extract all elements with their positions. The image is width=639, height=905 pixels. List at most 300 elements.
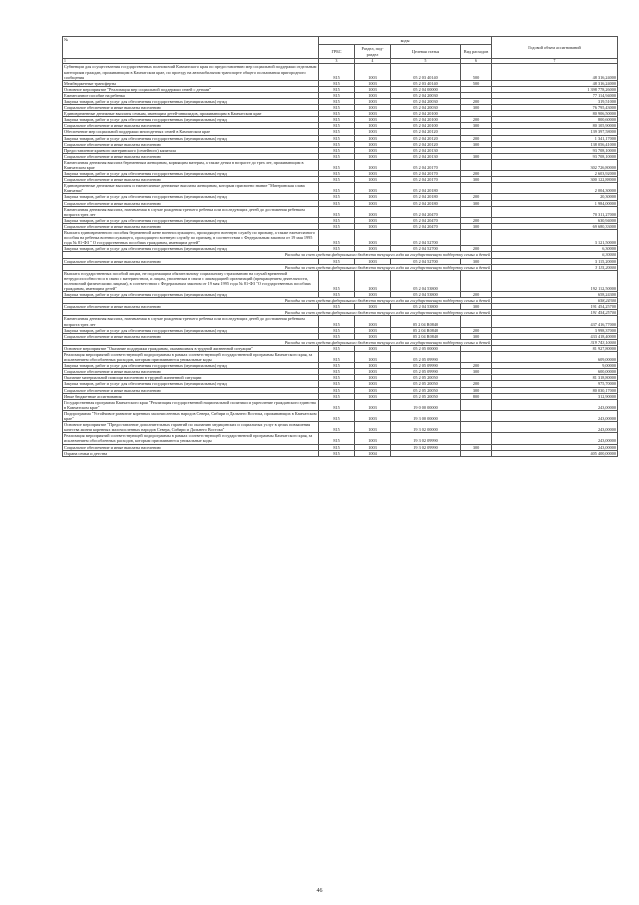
colnum: 6 (461, 59, 492, 64)
row-description: Ежемесячная денежная выплата, назначаемая в случае рождения третьего ребенка или последующих детей до достижения ребенком возраста трех лет (63, 206, 319, 217)
row-razdel: 1003 (355, 316, 391, 327)
row-grbs: 815 (319, 80, 355, 86)
row-description: Основное мероприятие "Оказание поддержки гражданам, оказавшимся в трудной жизненной ситуации" (63, 345, 319, 351)
row-csr: 05 2 04 20120 (391, 141, 461, 147)
row-description: Ежемесячная денежная выплата беременным женщинам, кормящим матерям, а также детям в возрасте до трех лет, проживающим в Камчатском крае (63, 159, 319, 170)
row-grbs: 815 (319, 381, 355, 387)
header-grbs: ГРБС (319, 45, 355, 59)
row-amount: 609,00000 (492, 352, 618, 363)
row-description: Социальное обеспечение и иные выплаты населению (63, 444, 319, 450)
row-vid: 200 (461, 98, 492, 104)
row-vid: 300 (461, 387, 492, 393)
row-vid: 200 (461, 217, 492, 223)
row-description: Охрана семьи и детства (63, 450, 319, 456)
row-razdel: 1003 (355, 98, 391, 104)
row-grbs: 815 (319, 410, 355, 421)
row-csr: 05 2 04 20120 (391, 135, 461, 141)
row-razdel: 1003 (355, 246, 391, 252)
row-razdel: 1003 (355, 141, 391, 147)
row-amount: 9,00000 (492, 363, 618, 369)
row-description: Подпрограмма "Устойчивое развитие коренных малочисленных народов Севера, Сибири и Дальнего Востока, проживающих в Камчатском крае" (64, 410, 317, 422)
row-vid: 300 (461, 153, 492, 159)
budget-table-sheet (62, 36, 617, 457)
header-codes: коды (319, 37, 492, 45)
row-description: Иные бюджетные ассигнования (63, 393, 319, 399)
row-razdel: 1003 (355, 381, 391, 387)
row-razdel: 1003 (355, 153, 391, 159)
row-csr: 05 2 04 20470 (391, 223, 461, 229)
table-row (63, 159, 618, 170)
header-vid: Вид расходов (461, 45, 492, 59)
row-grbs: 815 (319, 270, 355, 291)
row-vid (461, 206, 492, 217)
row-csr: 05 2 04 53800 (391, 304, 461, 310)
row-note-text: Расходы за счет средств федерального бюджета текущего года на государственную поддержку семьи и детей (63, 264, 492, 270)
row-amount: 70 311,27000 (492, 206, 618, 217)
row-description: Закупка товаров, работ и услуг для обеспечения государственных (муниципальных) нужд (63, 194, 319, 200)
row-csr: 05 2 04 20470 (391, 206, 461, 217)
row-amount: 433 418,40000 (492, 333, 618, 339)
table-row (63, 422, 618, 433)
row-amount: 48 316,24000 (492, 64, 618, 80)
row-grbs: 815 (319, 393, 355, 399)
row-amount: 975,70000 (492, 381, 618, 387)
row-description: Закупка товаров, работ и услуг для обеспечения государственных (муниципальных) нужд (63, 246, 319, 252)
row-description: Социальное обеспечение и иные выплаты населению (63, 369, 319, 375)
row-vid (461, 410, 492, 421)
row-description: Предоставление краевого материнского (семейного) капитала (63, 147, 319, 153)
row-amount: 3 998,37000 (492, 327, 618, 333)
row-description: Закупка товаров, работ и услуг для обеспечения государственных (муниципальных) нужд (63, 171, 319, 177)
row-amount: 1 984,00000 (492, 200, 618, 206)
colnum: 3 (319, 59, 355, 64)
row-amount: 69 680,33000 (492, 223, 618, 229)
row-razdel: 1003 (355, 399, 391, 410)
row-csr: 19 0 00 00000 (391, 399, 461, 410)
row-grbs: 815 (319, 194, 355, 200)
row-vid: 300 (461, 333, 492, 339)
row-grbs: 815 (319, 444, 355, 450)
row-description: Ежемесячное пособие на ребенка (63, 92, 319, 98)
row-description: Реализация мероприятий соответствующей подпрограммы в рамках соответствующей государственной программы Камчатского края, за исключением обособленных расходов, которым присваиваются уникальные коды (63, 352, 319, 363)
row-amount: 80 030,17000 (492, 387, 618, 393)
table-row (63, 230, 618, 246)
row-vid (461, 316, 492, 327)
row-csr: 05 2 04 20170 (391, 171, 461, 177)
row-grbs: 815 (319, 129, 355, 135)
row-grbs: 815 (319, 200, 355, 206)
row-amount: 302 726,80000 (492, 159, 618, 170)
row-razdel: 1003 (355, 270, 391, 291)
row-amount: 191 454,25700 (492, 304, 618, 310)
row-vid (461, 159, 492, 170)
row-description: Ежемесячная денежная выплата, назначаемая в случае рождения третьего ребенка или последующих детей до достижения ребенком возраста трех лет (63, 316, 319, 327)
row-csr: 19 3 00 00000 (391, 410, 461, 421)
row-amount: 800,60000 (492, 117, 618, 123)
row-csr: 05 2 04 R0840 (391, 327, 461, 333)
colnum: 4 (355, 59, 391, 64)
row-amount: 300 122,88000 (492, 177, 618, 183)
row-csr: 05 2 05 09990 (391, 369, 461, 375)
row-razdel: 1003 (355, 86, 391, 92)
row-amount: 76 795,43000 (492, 105, 618, 111)
row-grbs: 815 (319, 177, 355, 183)
row-description: Социальное обеспечение и иные выплаты населению (63, 200, 319, 206)
row-razdel: 1003 (355, 387, 391, 393)
row-csr: 05 2 04 20470 (391, 217, 461, 223)
row-amount: 20,30000 (492, 194, 618, 200)
header-csr: Целевая статья (391, 45, 461, 59)
row-csr: 05 2 05 20050 (391, 381, 461, 387)
row-grbs: 815 (319, 159, 355, 170)
row-vid: 300 (461, 258, 492, 264)
row-razdel: 1003 (355, 92, 391, 98)
row-description: Закупка товаров, работ и услуг для обеспечения государственных (муниципальных) нужд (63, 135, 319, 141)
row-description: Закупка товаров, работ и услуг для обеспечения государственных (муниципальных) нужд (63, 117, 319, 123)
row-razdel: 1003 (355, 444, 391, 450)
row-grbs: 815 (319, 333, 355, 339)
row-amount: 1 398 778,26000 (492, 86, 618, 92)
row-grbs: 815 (319, 111, 355, 117)
row-vid: 200 (461, 171, 492, 177)
row-vid: 300 (461, 369, 492, 375)
row-grbs: 815 (319, 86, 355, 92)
header-razdel: Раздел, под-раздел (355, 45, 391, 59)
row-amount: 3 121,50000 (492, 230, 618, 246)
row-vid (461, 270, 492, 291)
row-razdel: 1003 (355, 292, 391, 298)
row-razdel: 1003 (355, 345, 391, 351)
row-description: Социальное обеспечение и иные выплаты населению (63, 333, 319, 339)
row-csr: 05 2 05 20050 (391, 393, 461, 399)
row-amount: 1 341,17000 (492, 135, 618, 141)
row-razdel: 1003 (355, 200, 391, 206)
row-grbs: 815 (319, 105, 355, 111)
row-csr (391, 450, 461, 456)
row-amount: 80 906,50000 (492, 111, 618, 117)
table-row (63, 352, 618, 363)
row-description: Единовременные денежные выплаты семьям, имеющим детей-инвалидов, проживающим в Камчатском крае (63, 111, 319, 117)
row-csr: 05 2 04 20030 (391, 98, 461, 104)
row-amount: 319,51000 (492, 98, 618, 104)
row-razdel: 1003 (355, 194, 391, 200)
row-grbs: 815 (319, 171, 355, 177)
row-vid: 200 (461, 135, 492, 141)
row-vid: 200 (461, 194, 492, 200)
row-description: Социальное обеспечение и иные выплаты населению (63, 387, 319, 393)
row-grbs: 815 (319, 153, 355, 159)
row-amount: 319 743,10000 (492, 339, 618, 345)
row-csr: 05 2 04 20180 (391, 200, 461, 206)
table-row (63, 410, 618, 421)
row-csr: 05 2 04 20030 (391, 105, 461, 111)
row-grbs: 815 (319, 363, 355, 369)
row-razdel: 1003 (355, 105, 391, 111)
row-grbs: 815 (319, 217, 355, 223)
row-vid: 800 (461, 393, 492, 399)
table-header-row-top (63, 37, 618, 45)
budget-table (62, 36, 618, 457)
row-amount: 437 416,77000 (492, 316, 618, 327)
row-csr: 05 2 04 53800 (391, 292, 461, 298)
row-grbs: 815 (319, 369, 355, 375)
row-amount: 6,30000 (492, 246, 618, 252)
row-description: Закупка товаров, работ и услуг для обеспечения государственных (муниципальных) нужд (63, 292, 319, 298)
row-razdel: 1003 (355, 159, 391, 170)
row-grbs: 815 (319, 316, 355, 327)
row-csr: 05 2 04 53800 (391, 270, 461, 291)
row-note-text: Расходы за счет средств федерального бюджета текущего года на государственную поддержку семьи и детей (63, 252, 492, 258)
table-row (63, 206, 618, 217)
row-csr: 05 2 04 20100 (391, 117, 461, 123)
row-grbs: 815 (319, 117, 355, 123)
row-csr: 19 3 02 09990 (391, 433, 461, 444)
row-description: Субвенции для осуществления государственных полномочий Камчатского края по предоставлению мер социальной поддержки отдельным категориям граждан, проживающим в Камчатском крае, по проезду на автомобильном транспорте общего пользования пригородного сообщения (63, 64, 319, 80)
row-csr: 05 2 04 52700 (391, 246, 461, 252)
row-amount: 405 400,00000 (492, 450, 618, 456)
row-grbs: 815 (319, 141, 355, 147)
row-amount: 191 454,25700 (492, 310, 618, 316)
table-row (63, 183, 618, 194)
table-row (63, 316, 618, 327)
page-number: 46 (316, 888, 323, 894)
row-description: Единовременные денежные выплаты и ежемесячные денежные выплаты женщинам, которым присвоено звание "Материнская слава Камчатки" (63, 183, 319, 194)
row-csr: 05 2 04 20100 (391, 111, 461, 117)
row-amount: 6,30000 (492, 252, 618, 258)
row-amount: 243,00000 (492, 399, 618, 410)
row-grbs: 815 (319, 422, 355, 433)
row-vid: 200 (461, 246, 492, 252)
row-description: Социальное обеспечение и иные выплаты населению (63, 153, 319, 159)
row-csr: 05 2 05 20050 (391, 375, 461, 381)
row-csr: 05 2 05 00000 (391, 345, 461, 351)
colnum: 1 (63, 59, 319, 64)
row-grbs: 815 (319, 183, 355, 194)
row-csr: 05 2 04 20120 (391, 129, 461, 135)
row-csr: 05 2 04 20170 (391, 159, 461, 170)
row-amount: 93 708,10000 (492, 147, 618, 153)
row-razdel: 1003 (355, 135, 391, 141)
row-razdel: 1003 (355, 422, 391, 433)
table-row (63, 270, 618, 291)
row-razdel: 1003 (355, 171, 391, 177)
table-row (63, 399, 618, 410)
row-csr: 05 2 03 40140 (391, 80, 461, 86)
row-razdel: 1003 (355, 223, 391, 229)
row-razdel: 1003 (355, 352, 391, 363)
row-grbs: 815 (319, 292, 355, 298)
row-amount: 312,90000 (492, 393, 618, 399)
row-razdel: 1003 (355, 327, 391, 333)
row-grbs: 815 (319, 92, 355, 98)
row-vid: 200 (461, 381, 492, 387)
row-vid: 200 (461, 292, 492, 298)
row-csr: 05 2 03 40140 (391, 64, 461, 80)
row-amount: 2 603,92000 (492, 171, 618, 177)
row-grbs: 815 (319, 98, 355, 104)
row-vid: 200 (461, 327, 492, 333)
row-vid (461, 352, 492, 363)
row-vid: 300 (461, 304, 492, 310)
row-amount: 2 004,30000 (492, 183, 618, 194)
row-razdel: 1003 (355, 333, 391, 339)
row-amount: 243,00000 (492, 433, 618, 444)
row-grbs: 815 (319, 327, 355, 333)
row-grbs: 815 (319, 135, 355, 141)
row-razdel: 1003 (355, 147, 391, 153)
row-grbs: 815 (319, 375, 355, 381)
row-amount: 93 708,10000 (492, 153, 618, 159)
row-csr: 05 2 05 09990 (391, 363, 461, 369)
row-vid: 300 (461, 177, 492, 183)
row-vid: 500 (461, 64, 492, 80)
row-amount: 3 115,20000 (492, 258, 618, 264)
row-description: Социальное обеспечение и иные выплаты населению (63, 105, 319, 111)
row-note-text: Расходы за счет средств федерального бюджета текущего года на государственную поддержку семьи и детей (63, 339, 492, 345)
row-description: Реализация мероприятий соответствующей подпрограммы в рамках соответствующей государственной программы Камчатского края, за исключением обособленных расходов, которым присваиваются уникальные коды (63, 433, 319, 444)
row-csr: 05 2 04 20180 (391, 194, 461, 200)
row-razdel: 1003 (355, 433, 391, 444)
row-grbs: 815 (319, 450, 355, 456)
row-amount: 77 114,94000 (492, 92, 618, 98)
row-description: Оказание материальной помощи населению в трудной жизненной ситуации (63, 375, 319, 381)
row-amount: 658,24300 (492, 298, 618, 304)
row-vid: 300 (461, 223, 492, 229)
row-description: Социальное обеспечение и иные выплаты населению (63, 258, 319, 264)
row-amount: 192 112,50000 (492, 270, 618, 291)
row-amount: 48 316,24000 (492, 80, 618, 86)
row-amount: 139 397,58000 (492, 129, 618, 135)
row-razdel: 1003 (355, 369, 391, 375)
row-csr: 05 2 05 20050 (391, 387, 461, 393)
row-razdel: 1004 (355, 450, 391, 456)
row-razdel: 1003 (355, 117, 391, 123)
row-description: Межбюджетные трансферты (63, 80, 319, 86)
row-description: Социальное обеспечение и иные выплаты населению (63, 141, 319, 147)
row-amount: 630,94000 (492, 217, 618, 223)
table-row (63, 64, 618, 80)
row-csr: 05 2 05 09990 (391, 352, 461, 363)
row-vid: 200 (461, 363, 492, 369)
row-vid: 300 (461, 141, 492, 147)
colnum: 5 (391, 59, 461, 64)
row-csr: 05 2 04 20130 (391, 147, 461, 153)
row-razdel: 1003 (355, 64, 391, 80)
row-description: Социальное обеспечение и иные выплаты населению (63, 177, 319, 183)
row-description: Закупка товаров, работ и услуг для обеспечения государственных (муниципальных) нужд (63, 381, 319, 387)
row-razdel: 1003 (355, 129, 391, 135)
row-amount: 243,00000 (492, 444, 618, 450)
row-vid: 500 (461, 80, 492, 86)
row-grbs: 815 (319, 246, 355, 252)
row-description: Закупка товаров, работ и услуг для обеспечения государственных (муниципальных) нужд (63, 363, 319, 369)
row-vid (461, 450, 492, 456)
row-vid (461, 183, 492, 194)
row-razdel: 1003 (355, 230, 391, 246)
row-description: Государственная программа Камчатского края "Реализация государственной национальной политики и укрепление гражданского единства в Камчатском крае" (63, 399, 319, 410)
row-amount: 243,00000 (492, 422, 618, 433)
row-description: Социальное обеспечение и иные выплаты населению (63, 304, 319, 310)
row-razdel: 1003 (355, 111, 391, 117)
row-csr: 05 2 04 R0840 (391, 316, 461, 327)
row-amount: 600,00000 (492, 369, 618, 375)
row-amount: 81 927,80000 (492, 345, 618, 351)
row-grbs: 815 (319, 387, 355, 393)
row-grbs: 815 (319, 399, 355, 410)
row-razdel: 1003 (355, 206, 391, 217)
row-vid (461, 399, 492, 410)
row-grbs: 815 (319, 206, 355, 217)
row-csr: 05 2 04 20030 (391, 92, 461, 98)
row-razdel: 1003 (355, 393, 391, 399)
row-csr: 05 2 04 00000 (391, 86, 461, 92)
row-description: Основное мероприятие "Реализация мер социальной поддержки семей с детьми" (63, 86, 319, 92)
row-csr: 19 3 02 09990 (391, 444, 461, 450)
row-description: Закупка товаров, работ и услуг для обеспечения государственных (муниципальных) нужд (63, 217, 319, 223)
row-description: Социальное обеспечение и иные выплаты населению (63, 123, 319, 129)
row-description: Социальное обеспечение и иные выплаты населению (63, 223, 319, 229)
row-csr: 05 2 04 20180 (391, 183, 461, 194)
row-razdel: 1003 (355, 363, 391, 369)
row-csr: 05 2 04 52700 (391, 230, 461, 246)
row-amount: 243,00000 (492, 410, 618, 421)
header-amount: Годовой объем ассигнований (492, 37, 618, 59)
row-vid: 300 (461, 123, 492, 129)
row-grbs: 815 (319, 64, 355, 80)
row-grbs: 815 (319, 147, 355, 153)
row-vid: 300 (461, 444, 492, 450)
row-description: Основное мероприятие "Предоставление дополнительных гарантий по оказанию медицинских и социальных услуг в целях повышения качества жизни коренных малочисленных народов Севера, Сибири и Дальнего Востока" (63, 422, 319, 433)
row-amount: 80 105,90000 (492, 123, 618, 129)
row-amount: 138 056,41000 (492, 141, 618, 147)
row-grbs: 815 (319, 258, 355, 264)
row-grbs: 815 (319, 223, 355, 229)
row-razdel: 1003 (355, 217, 391, 223)
row-razdel: 1003 (355, 375, 391, 381)
row-vid: 300 (461, 105, 492, 111)
row-description: Закупка товаров, работ и услуг для обеспечения государственных (муниципальных) нужд (63, 98, 319, 104)
row-grbs: 815 (319, 230, 355, 246)
header-no: № (63, 37, 319, 59)
row-note-text: Расходы за счет средств федерального бюджета текущего года на государственную поддержку семьи и детей (63, 298, 492, 304)
row-grbs: 815 (319, 123, 355, 129)
row-vid: 300 (461, 200, 492, 206)
row-razdel: 1003 (355, 183, 391, 194)
row-razdel: 1003 (355, 177, 391, 183)
row-razdel: 1003 (355, 123, 391, 129)
row-razdel: 1003 (355, 258, 391, 264)
row-razdel: 1003 (355, 304, 391, 310)
row-csr: 05 2 04 20100 (391, 123, 461, 129)
colnum: 7 (492, 59, 618, 64)
row-razdel: 1003 (355, 80, 391, 86)
row-vid (461, 433, 492, 444)
row-description: Выплата государственных пособий лицам, не подлежащим обязательному социальному страхованию на случай временной нетрудоспособности и в связи с материнством, и лицам, уволенным в связи с ликвидацией организаций (прекращением деятельности, полномочий физическими лицами), в соответствии с Федеральным законом от 19 мая 1995 года № 81-ФЗ "О государственных пособиях гражданам, имеющим детей" (63, 270, 319, 291)
row-amount: 658,24300 (492, 292, 618, 298)
row-csr: 19 3 02 00000 (391, 422, 461, 433)
row-description: Выплата единовременного пособия беременной жене военнослужащего, проходящего военную службу по призыву, а также ежемесячного пособия на ребенка военнослужащего, проходящего военную службу по призыву, в соответствии с Федеральным законом от 19 мая 1995 года № 81-ФЗ " О государственных пособиях гражданам, имеющим детей" (63, 230, 319, 246)
row-description: Обеспечение мер социальной поддержки многодетных семей в Камчатском крае (63, 129, 319, 135)
row-amount: 81 318,80000 (492, 375, 618, 381)
row-csr: 05 2 04 20130 (391, 153, 461, 159)
row-csr: 05 2 04 R0840 (391, 333, 461, 339)
row-razdel: 1003 (355, 410, 391, 421)
table-row (63, 450, 618, 456)
row-amount: 3 115,20000 (492, 264, 618, 270)
row-vid (461, 230, 492, 246)
row-vid: 200 (461, 117, 492, 123)
row-csr: 05 2 04 20170 (391, 177, 461, 183)
